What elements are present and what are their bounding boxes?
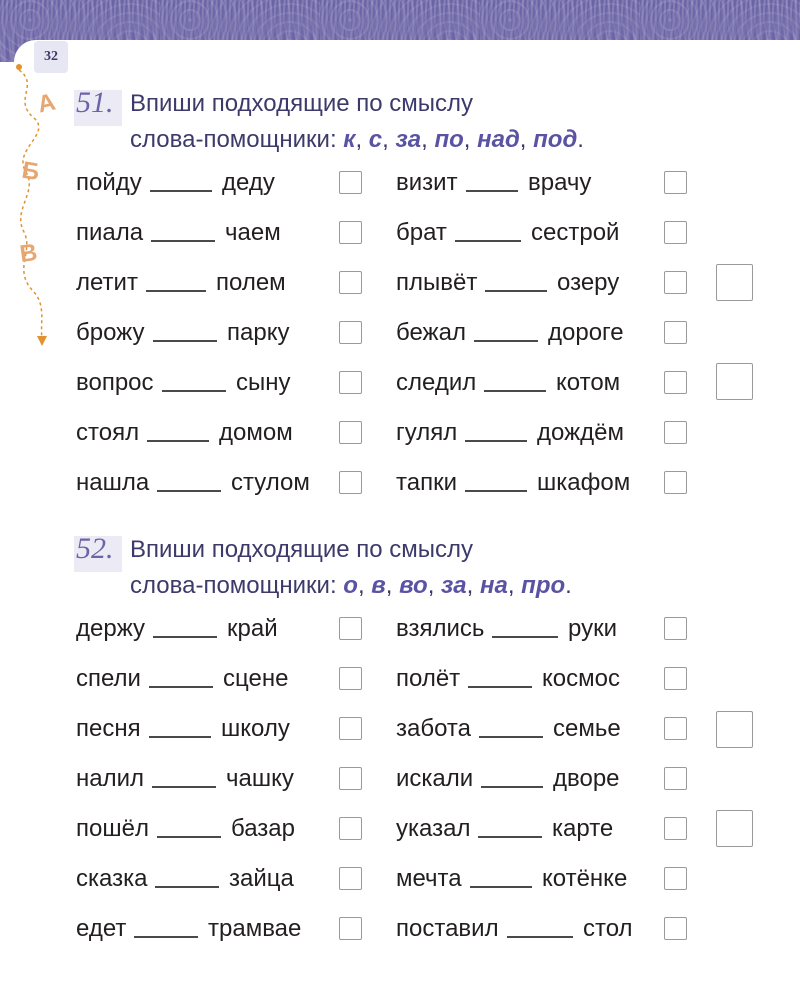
phrase-word-after: чаем bbox=[225, 219, 281, 246]
exercise-title bbox=[76, 86, 776, 162]
phrase-row bbox=[76, 318, 776, 352]
phrase-word-after: дороге bbox=[548, 319, 624, 346]
phrase-word-before: сказка bbox=[76, 865, 148, 892]
phrase-word-before: держу bbox=[76, 615, 146, 642]
answer-box[interactable] bbox=[716, 810, 753, 847]
phrase-word-after: стулом bbox=[231, 469, 310, 496]
phrase-word-after: полем bbox=[216, 269, 286, 296]
helper-word: за bbox=[441, 572, 467, 599]
phrase-word-after: врачу bbox=[528, 169, 592, 196]
phrase-word-before: мечта bbox=[396, 865, 462, 892]
phrase-row bbox=[76, 914, 776, 948]
answer-blank[interactable] bbox=[465, 490, 527, 492]
helper-word: по bbox=[434, 126, 464, 153]
checkbox[interactable] bbox=[664, 371, 687, 394]
phrase-word-after: базар bbox=[231, 815, 295, 842]
phrase-word-after: руки bbox=[568, 615, 617, 642]
checkbox[interactable] bbox=[664, 867, 687, 890]
answer-blank[interactable] bbox=[485, 290, 547, 292]
alphabet-path bbox=[0, 60, 70, 360]
phrase-word-before: указал bbox=[396, 815, 471, 842]
phrase-row bbox=[76, 814, 776, 848]
phrase-word-before: бежал bbox=[396, 319, 466, 346]
phrase-word-before: спели bbox=[76, 665, 141, 692]
phrase-word-before: гулял bbox=[396, 419, 458, 446]
helper-word: на bbox=[479, 572, 508, 599]
helper-word: о bbox=[343, 572, 358, 599]
checkbox[interactable] bbox=[664, 617, 687, 640]
phrase-word-before: забота bbox=[396, 715, 471, 742]
phrase-word-after: край bbox=[227, 615, 278, 642]
instruction-line-2: слова-помощники: к, с, за, по, над, под. bbox=[130, 126, 584, 153]
phrase-word-after: котом bbox=[556, 369, 621, 396]
phrase-word-before: пойду bbox=[76, 169, 142, 196]
phrase-word-before: песня bbox=[76, 715, 141, 742]
phrase-word-before: плывёт bbox=[396, 269, 478, 296]
phrase-word-before: нашла bbox=[76, 469, 150, 496]
checkbox[interactable] bbox=[664, 717, 687, 740]
phrase-word-before: брат bbox=[396, 219, 447, 246]
phrase-word-before: брожу bbox=[76, 319, 145, 346]
phrase-word-after: сыну bbox=[236, 369, 291, 396]
helper-word: с bbox=[368, 126, 383, 153]
phrase-word-after: дождём bbox=[537, 419, 624, 446]
phrase-word-before: стоял bbox=[76, 419, 140, 446]
phrase-word-after: домом bbox=[219, 419, 293, 446]
answer-blank[interactable] bbox=[465, 440, 527, 442]
phrase-row bbox=[76, 764, 776, 798]
checkbox[interactable] bbox=[664, 221, 687, 244]
phrase-word-after: карте bbox=[552, 815, 614, 842]
phrase-word-after: чашку bbox=[226, 765, 294, 792]
answer-blank[interactable] bbox=[481, 786, 543, 788]
helper-word: во bbox=[399, 572, 428, 599]
phrase-word-after: котёнке bbox=[542, 865, 628, 892]
helper-word: к bbox=[343, 126, 356, 153]
answer-box[interactable] bbox=[716, 711, 753, 748]
phrase-word-after: школу bbox=[221, 715, 290, 742]
phrase-word-before: налил bbox=[76, 765, 145, 792]
phrase-word-before: пиала bbox=[76, 219, 144, 246]
instruction-line-1: Впиши подходящие по смыслу bbox=[130, 536, 474, 563]
phrase-word-after: сестрой bbox=[531, 219, 620, 246]
phrase-word-before: следил bbox=[396, 369, 477, 396]
phrase-word-before: полёт bbox=[396, 665, 461, 692]
checkbox[interactable] bbox=[664, 471, 687, 494]
phrase-word-after: космос bbox=[542, 665, 620, 692]
answer-box[interactable] bbox=[716, 264, 753, 301]
checkbox[interactable] bbox=[664, 171, 687, 194]
phrase-word-after: сцене bbox=[223, 665, 289, 692]
exercise-number: 51. bbox=[76, 86, 114, 119]
phrase-word-after: деду bbox=[222, 169, 275, 196]
phrase-row bbox=[76, 368, 776, 402]
phrase-word-before: взялись bbox=[396, 615, 485, 642]
answer-box[interactable] bbox=[716, 363, 753, 400]
phrase-word-after: озеру bbox=[557, 269, 620, 296]
checkbox[interactable] bbox=[664, 271, 687, 294]
dashed-arrow-icon bbox=[0, 60, 70, 360]
phrase-word-after: дворе bbox=[553, 765, 620, 792]
exercise-52 bbox=[76, 532, 776, 942]
phrase-word-before: поставил bbox=[396, 915, 499, 942]
phrase-row bbox=[76, 468, 776, 502]
phrase-word-after: стол bbox=[583, 915, 633, 942]
helper-word: про bbox=[521, 572, 566, 599]
answer-blank[interactable] bbox=[468, 686, 532, 688]
phrase-word-before: летит bbox=[76, 269, 138, 296]
phrase-word-after: парку bbox=[227, 319, 290, 346]
phrase-row bbox=[76, 418, 776, 452]
answer-blank[interactable] bbox=[478, 836, 542, 838]
helper-word: в bbox=[371, 572, 386, 599]
phrase-word-before: вопрос bbox=[76, 369, 154, 396]
letter-a: А bbox=[35, 88, 58, 119]
instruction-prefix: слова-помощники: bbox=[130, 126, 344, 153]
instruction-prefix: слова-помощники: bbox=[130, 572, 344, 599]
answer-blank[interactable] bbox=[470, 886, 532, 888]
answer-blank[interactable] bbox=[474, 340, 538, 342]
phrase-word-after: трамвае bbox=[208, 915, 302, 942]
phrase-row bbox=[76, 664, 776, 698]
instruction-line-1: Впиши подходящие по смыслу bbox=[130, 90, 474, 117]
phrase-row bbox=[76, 218, 776, 252]
checkbox[interactable] bbox=[664, 917, 687, 940]
phrase-word-before: едет bbox=[76, 915, 127, 942]
page-number: 32 bbox=[34, 41, 68, 73]
checkbox[interactable] bbox=[664, 421, 687, 444]
phrase-word-after: шкафом bbox=[537, 469, 631, 496]
phrase-row bbox=[76, 714, 776, 748]
instruction-line-2: слова-помощники: о, в, во, за, на, про. bbox=[130, 572, 572, 599]
answer-blank[interactable] bbox=[466, 190, 518, 192]
exercise-number: 52. bbox=[76, 532, 114, 565]
phrase-word-before: визит bbox=[396, 169, 458, 196]
phrase-word-before: искали bbox=[396, 765, 474, 792]
phrase-word-after: зайца bbox=[229, 865, 294, 892]
checkbox[interactable] bbox=[664, 767, 687, 790]
phrase-row bbox=[76, 168, 776, 202]
checkbox[interactable] bbox=[664, 321, 687, 344]
phrase-word-after: семье bbox=[553, 715, 621, 742]
exercise-title bbox=[76, 532, 776, 608]
phrase-row bbox=[76, 268, 776, 302]
answer-blank[interactable] bbox=[507, 936, 573, 938]
phrase-word-before: пошёл bbox=[76, 815, 149, 842]
helper-word: за bbox=[395, 126, 422, 153]
phrase-row bbox=[76, 864, 776, 898]
checkbox[interactable] bbox=[664, 667, 687, 690]
helper-word: над bbox=[477, 126, 520, 153]
exercise-51 bbox=[76, 86, 776, 496]
answer-blank[interactable] bbox=[492, 636, 558, 638]
phrase-word-before: тапки bbox=[396, 469, 457, 496]
phrase-row bbox=[76, 614, 776, 648]
letter-v: В bbox=[18, 238, 40, 269]
answer-blank[interactable] bbox=[484, 390, 546, 392]
helper-word: под bbox=[533, 126, 578, 153]
answer-blank[interactable] bbox=[479, 736, 543, 738]
answer-blank[interactable] bbox=[455, 240, 521, 242]
checkbox[interactable] bbox=[664, 817, 687, 840]
letter-b: Б bbox=[19, 156, 42, 187]
